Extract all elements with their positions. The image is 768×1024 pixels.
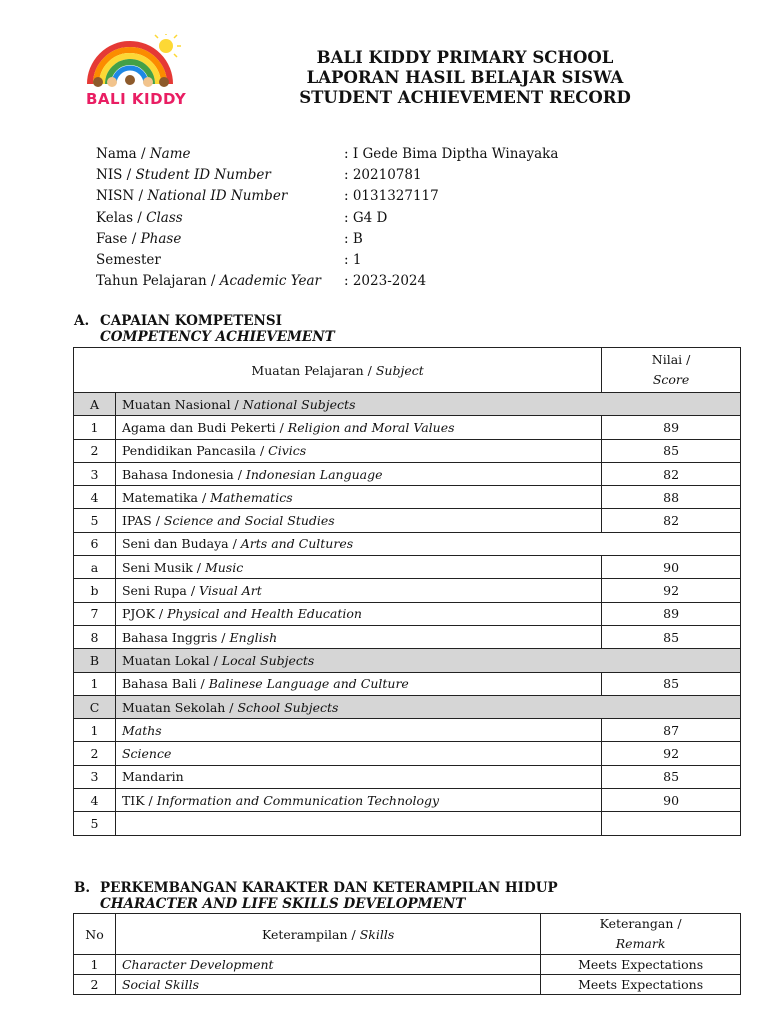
subject-name: Maths <box>115 719 601 742</box>
row-number: 5 <box>74 509 116 532</box>
subject-row <box>74 486 741 509</box>
skill-row <box>74 955 741 975</box>
subject-name: Muatan Nasional / National Subjects <box>115 393 740 416</box>
row-number: 3 <box>74 462 116 485</box>
row-number: b <box>74 579 116 602</box>
row-number: C <box>74 695 116 718</box>
no-column-header: No <box>74 914 116 955</box>
subject-name: Bahasa Indonesia / Indonesian Language <box>115 462 601 485</box>
subject-row <box>74 579 741 602</box>
document-header <box>280 48 650 108</box>
subject-name: Pendidikan Pancasila / Civics <box>115 439 601 462</box>
score-cell: 89 <box>602 416 741 439</box>
subject-row <box>74 719 741 742</box>
section-a-letter: A. <box>74 313 90 329</box>
score-cell: 82 <box>602 509 741 532</box>
row-number: 2 <box>74 742 116 765</box>
school-logo <box>84 34 188 114</box>
subject-name: Science <box>115 742 601 765</box>
info-value: : 2023-2024 <box>344 273 427 290</box>
row-number: 2 <box>74 439 116 462</box>
info-value: : 0131327117 <box>344 188 439 205</box>
section-b-subheading: CHARACTER AND LIFE SKILLS DEVELOPMENT <box>100 896 466 912</box>
section-a-title <box>74 313 335 345</box>
subject-name: Bahasa Inggris / English <box>115 625 601 648</box>
score-cell: 90 <box>602 556 741 579</box>
skills-table-header <box>74 914 741 955</box>
score-cell: 87 <box>602 719 741 742</box>
remark-cell: Meets Expectations <box>541 975 741 995</box>
row-number: B <box>74 649 116 672</box>
subject-row <box>74 416 741 439</box>
row-number: 1 <box>74 719 116 742</box>
info-label: Kelas / Class <box>96 209 183 226</box>
subject-name: Seni dan Budaya / Arts and Cultures <box>115 532 740 555</box>
info-value: : B <box>344 230 363 247</box>
score-cell: 92 <box>602 579 741 602</box>
subject-name: Bahasa Bali / Balinese Language and Culture <box>115 672 601 695</box>
score-cell: 89 <box>602 602 741 625</box>
row-number: 6 <box>74 532 116 555</box>
skill-name: Social Skills <box>115 975 540 995</box>
row-number: 4 <box>74 486 116 509</box>
subject-name: TIK / Information and Communication Technology <box>115 789 601 812</box>
row-number: 1 <box>74 955 116 975</box>
subject-name: Muatan Lokal / Local Subjects <box>115 649 740 672</box>
remark-column-header: Keterangan / Remark <box>541 914 741 955</box>
row-number: 3 <box>74 765 116 788</box>
score-cell: 85 <box>602 625 741 648</box>
info-label: NIS / Student ID Number <box>96 167 271 184</box>
score-cell <box>602 812 741 835</box>
info-value: : 20210781 <box>344 167 422 184</box>
section-b-heading: PERKEMBANGAN KARAKTER DAN KETERAMPILAN HIDUP <box>100 880 558 896</box>
section-b-title <box>74 880 558 912</box>
skills-column-header: Keterampilan / Skills <box>115 914 540 955</box>
subject-name: Mandarin <box>115 765 601 788</box>
subject-name: Agama dan Budi Pekerti / Religion and Moral Values <box>115 416 601 439</box>
subject-row <box>74 789 741 812</box>
section-a-heading: CAPAIAN KOMPETENSI <box>100 313 282 329</box>
subject-row <box>74 509 741 532</box>
competency-table-header <box>74 348 741 393</box>
score-cell: 90 <box>602 789 741 812</box>
info-value: : 1 <box>344 251 362 268</box>
info-label: Fase / Phase <box>96 230 182 247</box>
group-row <box>74 649 741 672</box>
score-cell: 88 <box>602 486 741 509</box>
section-a-subheading: COMPETENCY ACHIEVEMENT <box>100 329 335 345</box>
row-number: 5 <box>74 812 116 835</box>
subject-name: PJOK / Physical and Health Education <box>115 602 601 625</box>
subject-row <box>74 602 741 625</box>
subject-row <box>74 439 741 462</box>
subject-row <box>74 765 741 788</box>
score-cell: 85 <box>602 765 741 788</box>
subject-name: Seni Rupa / Visual Art <box>115 579 601 602</box>
info-label: NISN / National ID Number <box>96 188 288 205</box>
score-cell: 85 <box>602 439 741 462</box>
subject-name: Seni Musik / Music <box>115 556 601 579</box>
info-label: Nama / Name <box>96 146 191 162</box>
score-column-header: Nilai / Score <box>602 348 741 393</box>
row-number: 1 <box>74 672 116 695</box>
row-number: 2 <box>74 975 116 995</box>
info-value: : G4 D <box>344 209 388 226</box>
row-number: a <box>74 556 116 579</box>
subject-name <box>115 812 601 835</box>
info-label: Tahun Pelajaran / Academic Year <box>96 273 321 290</box>
info-label: Semester <box>96 251 161 268</box>
subject-column-header: Muatan Pelajaran / Subject <box>74 348 602 393</box>
row-number: 4 <box>74 789 116 812</box>
subject-name: IPAS / Science and Social Studies <box>115 509 601 532</box>
row-number: 1 <box>74 416 116 439</box>
group-row <box>74 695 741 718</box>
skill-row <box>74 975 741 995</box>
subject-name: Muatan Sekolah / School Subjects <box>115 695 740 718</box>
section-b-letter: B. <box>74 880 91 896</box>
remark-cell: Meets Expectations <box>541 955 741 975</box>
score-cell: 92 <box>602 742 741 765</box>
subject-row <box>74 742 741 765</box>
school-name: BALI KIDDY PRIMARY SCHOOL <box>316 48 614 67</box>
subject-row <box>74 556 741 579</box>
subject-row <box>74 462 741 485</box>
row-number: 8 <box>74 625 116 648</box>
group-row <box>74 393 741 416</box>
info-value: : I Gede Bima Diptha Winayaka <box>344 146 559 162</box>
subject-name: Matematika / Mathematics <box>115 486 601 509</box>
score-cell: 85 <box>602 672 741 695</box>
row-number: A <box>74 393 116 416</box>
row-number: 7 <box>74 602 116 625</box>
subject-row <box>74 532 741 555</box>
score-cell: 82 <box>602 462 741 485</box>
report-title-en: STUDENT ACHIEVEMENT RECORD <box>299 88 631 107</box>
skills-table <box>73 913 741 995</box>
competency-table <box>73 347 741 836</box>
logo-text: BALI KIDDY <box>86 90 187 108</box>
subject-row <box>74 625 741 648</box>
subject-row <box>74 672 741 695</box>
skill-name: Character Development <box>115 955 540 975</box>
report-title-id: LAPORAN HASIL BELAJAR SISWA <box>306 68 624 87</box>
subject-row <box>74 812 741 835</box>
